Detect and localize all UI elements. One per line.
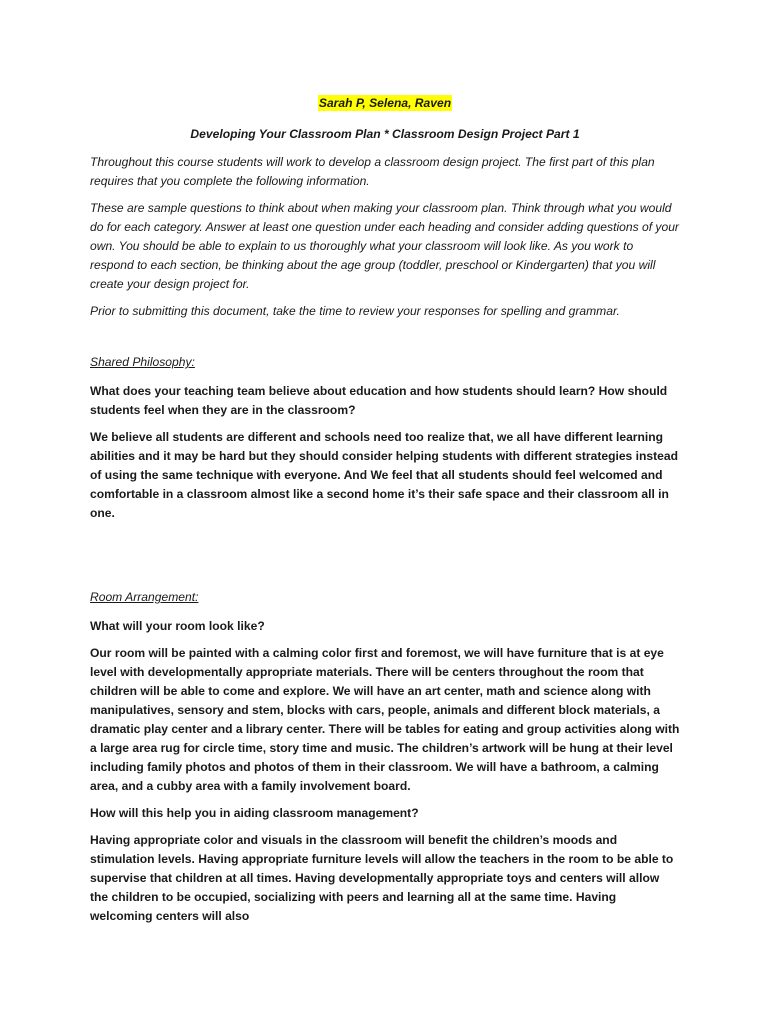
section-heading-room-arrangement: Room Arrangement: — [90, 590, 199, 604]
answer-classroom-management: Having appropriate color and visuals in the classroom will benefit the children’s moods and stimulation levels. Having appropriate furniture levels will allow the teachers in the room to be able to supervise that children at all times. Having developmentally appropriate toys and centers will allow the children to be occupied, socializing with peers and learning all at the same time. Having welcoming centers will also — [90, 833, 674, 923]
authors-highlight: Sarah P, Selena, Raven — [318, 96, 452, 110]
intro-paragraph-2: These are sample questions to think about when making your classroom plan. Think through what you would do for each category. Answer at least one question under each heading and consider adding questions of your own. You should be able to explain to us thoroughly what your classroom will look like. As you work to respond to each section, be thinking about the age group (toddler, preschool or Kindergarten) that you will create your design project for. — [90, 201, 679, 291]
answer-philosophy: We believe all students are different and schools need too realize that, we all have different learning abilities and it may be hard but they should consider helping students with different strategies instead of using the same technique with everyone. And We feel that all students should feel welcomed and comfortable in a classroom almost like a second home it’s their safe space and their classroom all in one. — [90, 430, 678, 520]
document-title: Developing Your Classroom Plan * Classroom Design Project Part 1 — [190, 127, 580, 141]
question-philosophy: What does your teaching team believe about education and how students should learn? How should students feel when they are in the classroom? — [90, 384, 668, 417]
authors-line — [90, 94, 680, 113]
answer-room-look: Our room will be painted with a calming color first and foremost, we will have furniture that is at eye level with developmentally appropriate materials. There will be centers throughout the room that children will be able to come and explore. We will have an art center, math and science along with manipulatives, sensory and stem, blocks with cars, people, animals and different block materials, a dramatic play center and a library center. There will be tables for eating and group activities along with a large area rug for circle time, story time and music. The children’s artwork will be hung at their level including family photos and photos of them in their classroom. We will have a bathroom, a calming area, and a cubby area with a family involvement board. — [90, 646, 680, 793]
section-heading-philosophy: Shared Philosophy: — [90, 355, 195, 369]
question-classroom-management: How will this help you in aiding classroom management? — [90, 806, 419, 820]
question-room-look: What will your room look like? — [90, 619, 265, 633]
intro-paragraph-1: Throughout this course students will work to develop a classroom design project. The first part of this plan requires that you complete the following information. — [90, 155, 655, 188]
intro-paragraph-3: Prior to submitting this document, take the time to review your responses for spelling and grammar. — [90, 304, 620, 318]
